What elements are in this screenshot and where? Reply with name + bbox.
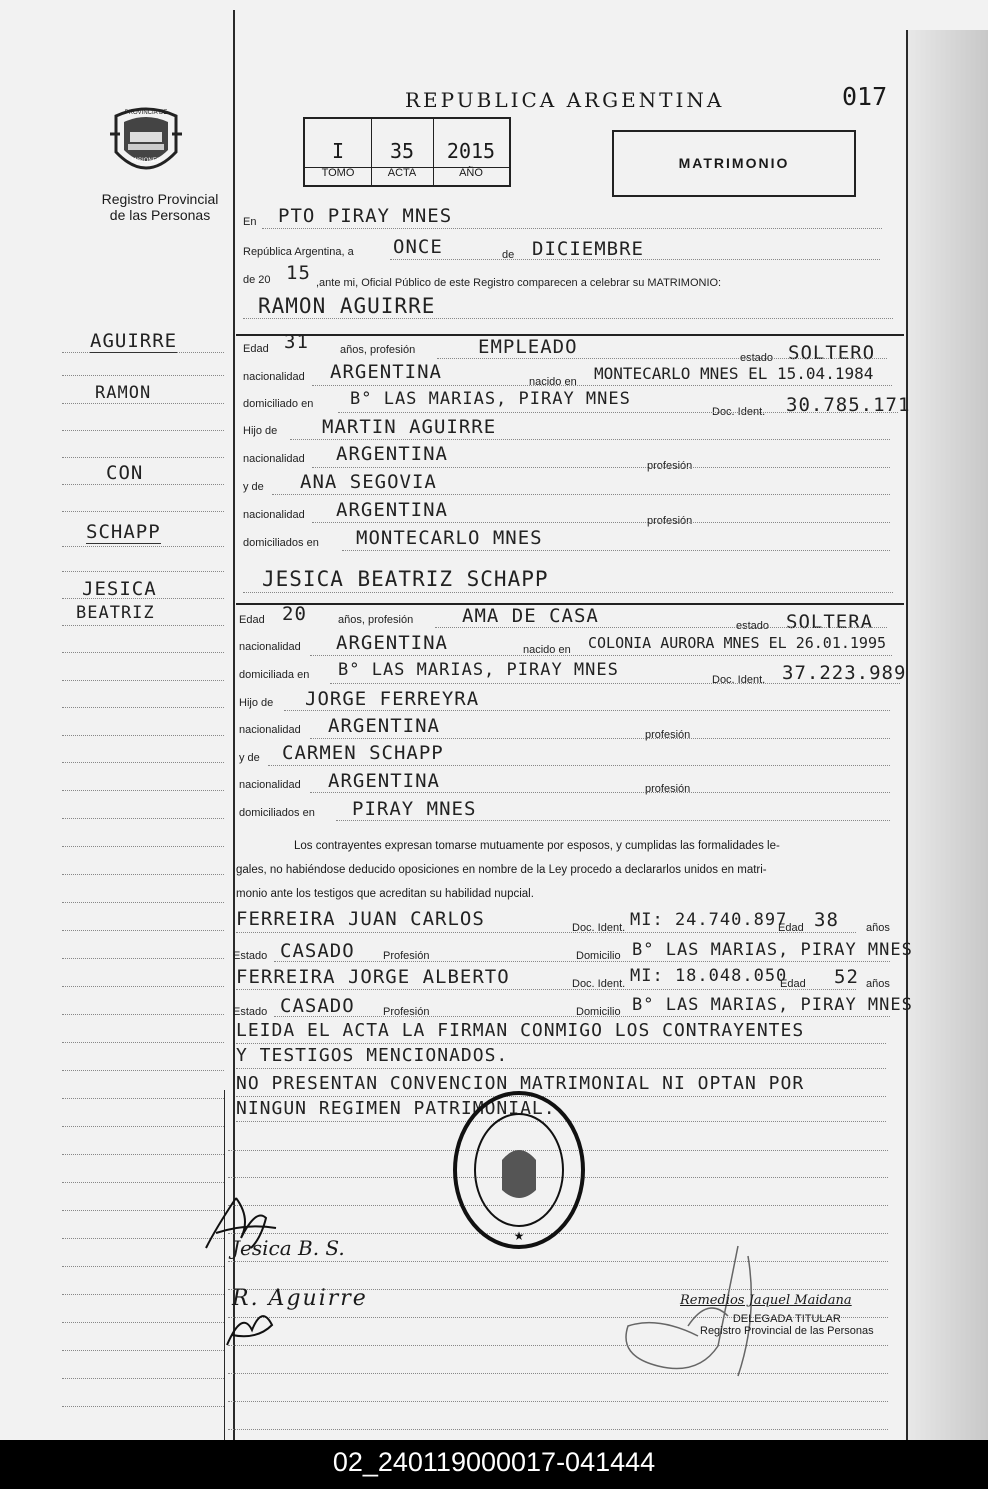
bride-doc: 37.223.989 [782, 662, 907, 684]
bride-mother: CARMEN SCHAPP [282, 742, 444, 764]
margin-note-2: RAMON [95, 383, 152, 403]
bride-nacionalidad-label: nacionalidad [239, 641, 301, 653]
witness-1-address-line [274, 961, 890, 962]
witness-1-edad-label: Edad [778, 922, 804, 934]
groom-mother-nationality: ARGENTINA [336, 499, 448, 521]
witness-1-doc-label: Doc. Ident. [572, 922, 626, 934]
margin-note-3: CON [106, 462, 144, 484]
groom-father-nationality: ARGENTINA [336, 443, 448, 465]
registry-name-line2: de las Personas [109, 207, 211, 223]
groom-profession: EMPLEADO [478, 336, 578, 358]
en-label: En [243, 216, 257, 228]
groom-address-line [338, 412, 898, 413]
groom-estado-label: estado [740, 352, 774, 364]
bride-father-nationality: ARGENTINA [328, 715, 440, 737]
declaration-line-3: monio ante los testigos que acreditan su habilidad nupcial. [236, 888, 534, 900]
month-value: DICIEMBRE [532, 238, 644, 260]
witness-1-address: B° LAS MARIAS, PIRAY MNES [632, 940, 913, 960]
image-code-footer: 02_240119000017-041444 [0, 1440, 988, 1489]
closing-line-1 [236, 1043, 886, 1044]
registry-name-line1: Registro Provincial [101, 191, 219, 207]
bride-hijo-label: Hijo de [239, 697, 274, 709]
groom-civil-status: SOLTERO [788, 342, 876, 364]
bride-birth: COLONIA AURORA MNES EL 26.01.1995 [588, 634, 887, 652]
witness-1-estado-label: Estado [233, 950, 268, 962]
year-suffix: 15 [286, 262, 311, 284]
closing-note-2: Y TESTIGOS MENCIONADOS. [236, 1045, 509, 1066]
bride-full-name: JESICA BEATRIZ SCHAPP [262, 567, 549, 591]
bride-mother-nationality-line [310, 792, 890, 793]
groom-nationality: ARGENTINA [330, 361, 442, 383]
bride-address-line [330, 683, 900, 684]
witness-2-doc: MI: 18.048.050 [630, 966, 788, 986]
tomo-acta-anio-box [303, 117, 511, 187]
tomo-value: I [331, 139, 345, 163]
witness-2-address-line [274, 1016, 890, 1017]
bride-nacido-label: nacido en [523, 644, 571, 656]
witness-2-profesion-label: Profesión [383, 1006, 430, 1018]
groom-domiciliados-label: domiciliados en [243, 537, 319, 549]
bride-signature: Jesica B. S. [232, 1236, 345, 1260]
witness-1-anos-label: años [866, 922, 890, 934]
day-value: ONCE [393, 236, 443, 258]
groom-signature-flourish [222, 1300, 282, 1350]
groom-doc-label: Doc. Ident. [712, 406, 766, 418]
witness-2-doc-label: Doc. Ident. [572, 978, 626, 990]
misiones-coat-of-arms-logo [110, 104, 182, 182]
declaration-line-1: Los contrayentes expresan tomarse mutuamente por esposos, y cumplidas las formalidades le- [294, 840, 780, 852]
closing-note-4: NINGUN REGIMEN PATRIMONIAL. [236, 1098, 556, 1119]
groom-mother-nacionalidad-label: nacionalidad [243, 509, 305, 521]
bride-birth-line [310, 655, 892, 656]
closing-line-2 [236, 1068, 886, 1069]
svg-text:MISIONES: MISIONES [131, 158, 161, 164]
groom-father: MARTIN AGUIRRE [322, 416, 497, 438]
bride-age: 20 [282, 603, 307, 625]
bride-name-line [243, 592, 893, 593]
bride-profesion-label: años, profesión [338, 614, 414, 626]
groom-father-nacionalidad-label: nacionalidad [243, 453, 305, 465]
date-line [390, 259, 880, 260]
groom-name-line [243, 318, 893, 319]
groom-address: B° LAS MARIAS, PIRAY MNES [350, 389, 631, 409]
bride-mother-nationality: ARGENTINA [328, 770, 440, 792]
official-name: Remedios Jaquel Maidana [680, 1293, 852, 1308]
acta-value: 35 [389, 139, 415, 163]
groom-birth: MONTECARLO MNES EL 15.04.1984 [594, 364, 874, 383]
bride-father-nacionalidad-label: nacionalidad [239, 724, 301, 736]
bride-estado-label: estado [736, 620, 770, 632]
place-value: PTO PIRAY MNES [278, 205, 453, 227]
witness-2-domicilio-label: Domicilio [576, 1006, 621, 1018]
groom-nacionalidad-label: nacionalidad [243, 371, 305, 383]
place-line [262, 228, 882, 229]
bride-yde-label: y de [239, 752, 260, 764]
bride-father-profesion-label: profesión [645, 729, 691, 741]
witness-1-name: FERREIRA JUAN CARLOS [236, 908, 485, 930]
groom-mother-nationality-line [312, 522, 890, 523]
witness-2-address: B° LAS MARIAS, PIRAY MNES [632, 995, 913, 1015]
groom-father-profesion-label: profesión [647, 460, 693, 472]
groom-yde-label: y de [243, 481, 264, 493]
witness-1-age: 38 [814, 909, 839, 931]
year-prefix: de 20 [243, 274, 271, 286]
bride-mother-line [268, 765, 890, 766]
official-title-block [700, 1313, 874, 1337]
groom-parents-address-line [342, 550, 890, 551]
groom-age: 31 [284, 331, 309, 353]
groom-signature: R. Aguirre [232, 1286, 368, 1311]
anio-label: AÑO [459, 167, 483, 179]
groom-mother: ANA SEGOVIA [300, 471, 437, 493]
bride-father-line [284, 710, 890, 711]
bride-domiciliada-label: domiciliada en [239, 669, 310, 681]
bride-civil-status: SOLTERA [786, 611, 874, 633]
bride-nationality: ARGENTINA [336, 632, 448, 654]
witness-1-name-line [236, 932, 856, 933]
groom-full-name: RAMON AGUIRRE [258, 294, 436, 318]
margin-note-4: SCHAPP [86, 521, 161, 543]
bride-mother-nacionalidad-label: nacionalidad [239, 779, 301, 791]
bride-doc-label: Doc. Ident. [712, 674, 766, 686]
witness-1-doc: MI: 24.740.897 [630, 910, 788, 930]
bride-father: JORGE FERREYRA [305, 688, 480, 710]
witness-2-name: FERREIRA JORGE ALBERTO [236, 966, 510, 988]
official-signature-scribble [598, 1236, 788, 1386]
bride-parents-address: PIRAY MNES [352, 798, 477, 820]
groom-birth-line [312, 385, 892, 386]
lower-left-rule [224, 1090, 225, 1440]
anio-value: 2015 [446, 139, 496, 163]
margin-note-5: JESICA [82, 578, 157, 600]
witness-2-estado-label: Estado [233, 1006, 268, 1018]
groom-nacido-label: nacido en [529, 376, 577, 388]
closing-note-3: NO PRESENTAN CONVENCION MATRIMONIAL NI OPTAN POR [236, 1073, 805, 1094]
margin-note-6: BEATRIZ [76, 603, 155, 623]
witness-2-edad-label: Edad [780, 978, 806, 990]
groom-mother-line [272, 494, 890, 495]
groom-father-line [290, 439, 890, 440]
groom-father-nationality-line [312, 467, 890, 468]
groom-mother-profesion-label: profesión [647, 515, 693, 527]
opening-statement: ,ante mi, Oficial Público de este Registro comparecen a celebrar su MATRIMONIO: [316, 277, 722, 289]
republica-label: República Argentina, a [243, 246, 354, 258]
bride-mother-profesion-label: profesión [645, 783, 691, 795]
tomo-label: TOMO [305, 167, 372, 185]
groom-profesion-label: años, profesión [340, 344, 416, 356]
right-margin-rule [906, 30, 908, 1440]
groom-domiciliado-label: domiciliado en [243, 398, 314, 410]
groom-doc: 30.785.171 [786, 394, 911, 416]
margin-note-1: AGUIRRE [90, 330, 178, 352]
witness-1-profesion-label: Profesión [383, 950, 430, 962]
witness-2-civil-status: CASADO [280, 995, 355, 1017]
bride-parents-address-line [336, 820, 890, 821]
svg-text:★: ★ [513, 1229, 525, 1243]
svg-text:PROVINCIA DE: PROVINCIA DE [124, 110, 168, 116]
groom-profession-line [437, 358, 887, 359]
official-registry: Registro Provincial de las Personas [700, 1325, 874, 1337]
witness-2-anos-label: años [866, 978, 890, 990]
official-title: DELEGADA TITULAR [732, 1313, 841, 1325]
bride-address: B° LAS MARIAS, PIRAY MNES [338, 660, 619, 680]
de-label: de [502, 249, 515, 261]
groom-parents-address: MONTECARLO MNES [356, 527, 543, 549]
groom-hijo-label: Hijo de [243, 425, 278, 437]
witness-2-age: 52 [834, 966, 859, 988]
declaration-paragraph [236, 834, 892, 906]
registry-name [70, 191, 250, 223]
country-title: REPUBLICA ARGENTINA [405, 88, 725, 112]
page-edge-shadow [908, 30, 988, 1440]
bride-edad-label: Edad [239, 614, 265, 626]
bride-profession: AMA DE CASA [462, 605, 599, 627]
witness-2-name-line [236, 989, 856, 990]
bride-profession-line [435, 627, 887, 628]
page-number: 017 [842, 82, 888, 111]
official-registry-stamp [452, 1090, 586, 1250]
bride-domiciliados-label: domiciliados en [239, 807, 315, 819]
witness-1-domicilio-label: Domicilio [576, 950, 621, 962]
record-type-box: MATRIMONIO [612, 130, 856, 197]
acta-label: ACTA [371, 167, 434, 185]
groom-edad-label: Edad [243, 343, 269, 355]
closing-note-1: LEIDA EL ACTA LA FIRMAN CONMIGO LOS CONTRAYENTES [236, 1020, 805, 1041]
declaration-line-2: gales, no habiéndose deducido oposiciones en nombre de la Ley procedo a declararlos unidos en matri- [236, 864, 767, 876]
witness-1-civil-status: CASADO [280, 940, 355, 962]
bride-father-nationality-line [310, 738, 890, 739]
